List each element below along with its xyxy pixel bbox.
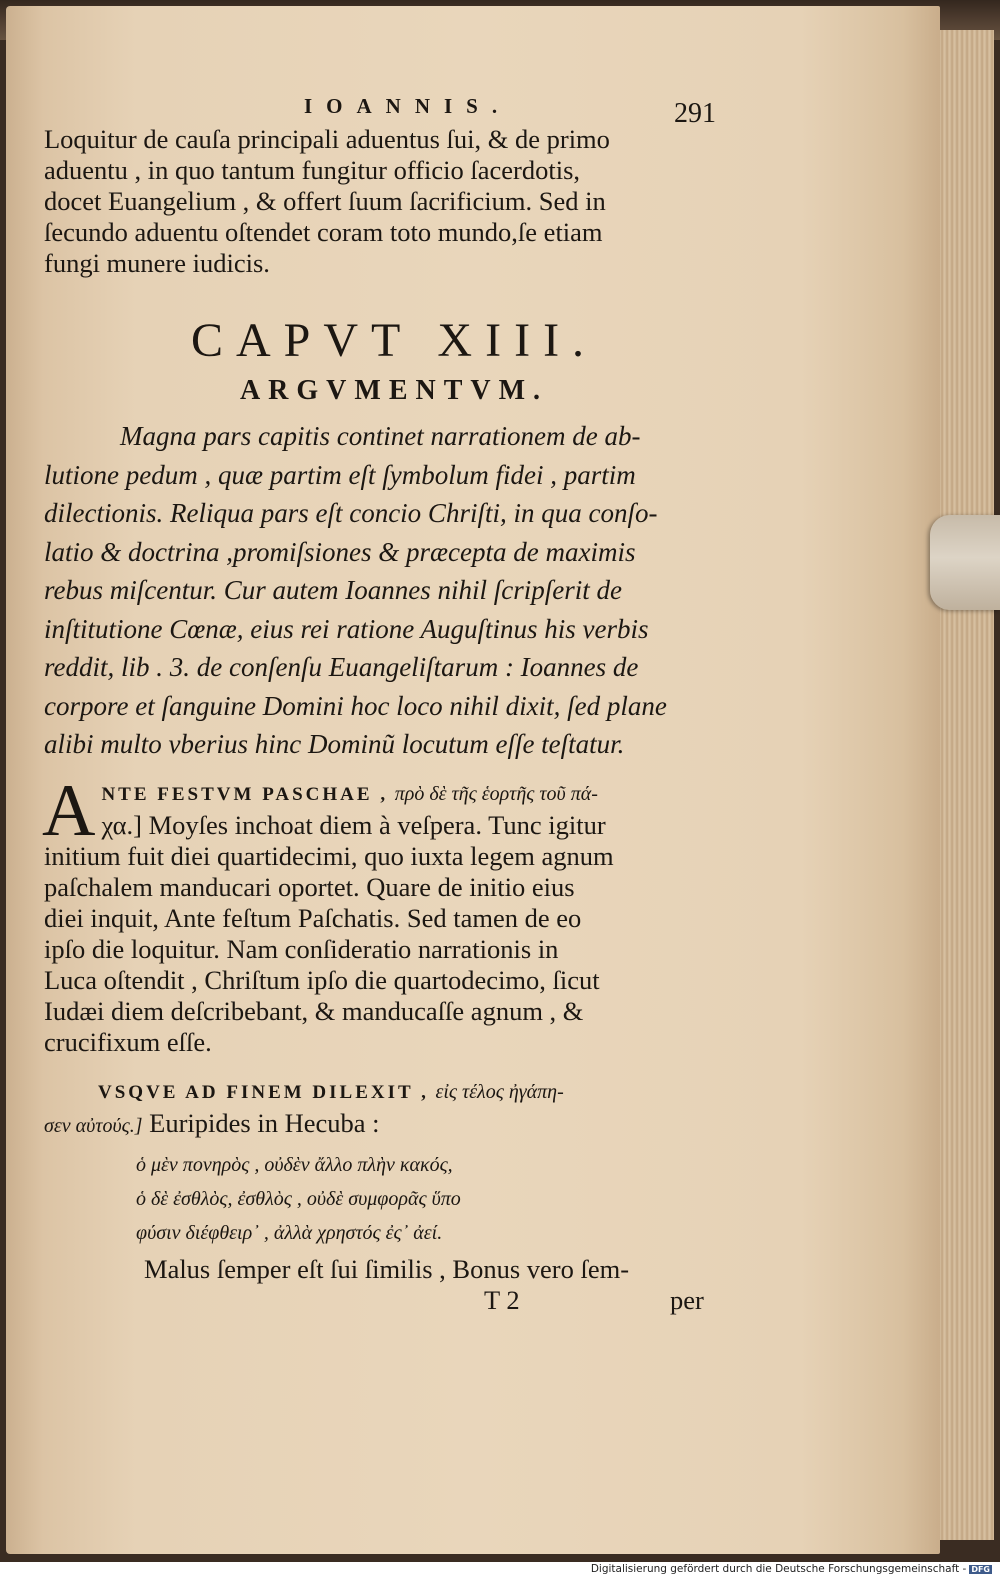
- text-line: lutione pedum , quæ partim eſt ſymbolum fidei , partim: [44, 459, 636, 490]
- greek-lemma: πρὸ δὲ τῆς ἑορτῆς τοῦ πά-: [394, 782, 598, 805]
- citation-text: Euripides in Hecuba :: [149, 1107, 380, 1138]
- page-stack-edge: [934, 30, 994, 1540]
- page-content: [44, 94, 744, 1319]
- text-line: Loquitur de cauſa principali aduentus ſui, & de primo: [44, 124, 610, 154]
- text-line: dilectionis. Reliqua pars eſt concio Chriſti, in qua conſo-: [44, 498, 658, 528]
- text-line: inſtitutione Cœnæ, eius rei ratione Auguſtinus his verbis: [44, 613, 649, 644]
- lemma: VSQVE AD FINEM DILEXIT ,: [98, 1081, 429, 1103]
- greek-lemma-end: σεν αὐτούς.]: [44, 1114, 143, 1137]
- lemma: NTE FESTVM PASCHAE ,: [101, 783, 389, 805]
- running-title: IOANNIS.: [304, 94, 512, 118]
- text-line: reddit, lib . 3. de conſenſu Euangeliſtarum : Ioannes de: [44, 652, 639, 682]
- text-line: alibi multo vberius hinc Dominũ locutum eſſe teſtatur.: [44, 729, 625, 759]
- signature-row: [44, 1285, 744, 1319]
- argument-paragraph: [44, 417, 744, 764]
- signature-mark: T 2: [484, 1284, 520, 1315]
- text-line: [44, 1108, 744, 1142]
- text-line: paſchalem manducari oportet. Quare de initio eius: [44, 871, 575, 902]
- text-line: initium fuit diei quartidecimi, quo iuxta legem agnum: [44, 840, 614, 871]
- text-line: [44, 776, 744, 810]
- catchword: per: [670, 1284, 704, 1315]
- text-line: χα.] Moyſes inchoat diem à veſpera. Tunc igitur: [101, 809, 606, 840]
- page-number: 291: [674, 98, 716, 129]
- translation-line: Malus ſemper eſt ſui ſimilis , Bonus vero ſem-: [144, 1253, 630, 1284]
- text-line: docet Euangelium , & offert ſuum ſacrificium. Sed in: [44, 186, 606, 216]
- text-line: fungi munere iudicis.: [44, 248, 270, 278]
- text-line: rebus miſcentur. Cur autem Ioannes nihil ſcripſerit de: [44, 575, 622, 605]
- verse-line: ὁ μὲν πονηρὸς , οὐδὲν ἄλλο πλὴν κακός,: [136, 1153, 453, 1176]
- greek-lemma: εἰς τέλος ἠγάπη-: [435, 1080, 564, 1103]
- verse-line: ὁ δὲ ἐσθλὸς, ἐσθλὸς , οὐδὲ συμφορᾶς ὕπο: [136, 1187, 461, 1210]
- bookmark-tab: [930, 515, 1000, 610]
- digitization-footer: [0, 1562, 1000, 1578]
- credit-text: Digitalisierung gefördert durch die Deutsche Forschungsgemeinschaft -: [590, 1563, 967, 1575]
- footer-credit: [591, 1563, 992, 1575]
- dfg-logo: DFG: [971, 1565, 990, 1574]
- text-line: ipſo die loquitur. Nam conſideratio narrationis in: [44, 933, 559, 964]
- text-line: ſecundo aduentu oſtendet coram toto mundo,ſe etiam: [44, 217, 603, 247]
- text-line: [44, 1074, 744, 1108]
- argument-heading: ARGVMENTVM.: [239, 375, 549, 406]
- commentary-paragraph-2: [44, 1074, 744, 1142]
- greek-verse-quote: [136, 1148, 744, 1250]
- text-line: Magna pars capitis continet narrationem de ab-: [120, 421, 641, 451]
- text-line: corpore et ſanguine Domini hoc loco nihil dixit, ſed plane: [44, 690, 667, 721]
- text-line: aduentu , in quo tantum fungitur officio ſacerdotis,: [44, 155, 581, 185]
- text-line: diei inquit, Ante feſtum Paſchatis. Sed tamen de eo: [44, 902, 582, 933]
- verse-line: φύσιν διέφθειρ᾽ , ἀλλὰ χρηστός ἐς᾽ ἀεί.: [136, 1221, 443, 1244]
- commentary-paragraph-1: [42, 769, 744, 1058]
- intro-paragraph: [44, 124, 744, 279]
- chapter-title: CAPVT XIII.: [190, 314, 598, 367]
- text-line: crucifixum eſſe.: [44, 1026, 212, 1057]
- drop-cap: A: [42, 769, 96, 852]
- text-line: latio & doctrina ,promiſsiones & præcepta de maximis: [44, 536, 636, 567]
- running-head: [44, 94, 744, 129]
- text-line: Iudæi diem deſcribebant, & manducaſſe agnum , &: [44, 995, 584, 1026]
- text-line: Luca oſtendit , Chriſtum ipſo die quartodecimo, ſicut: [44, 964, 600, 995]
